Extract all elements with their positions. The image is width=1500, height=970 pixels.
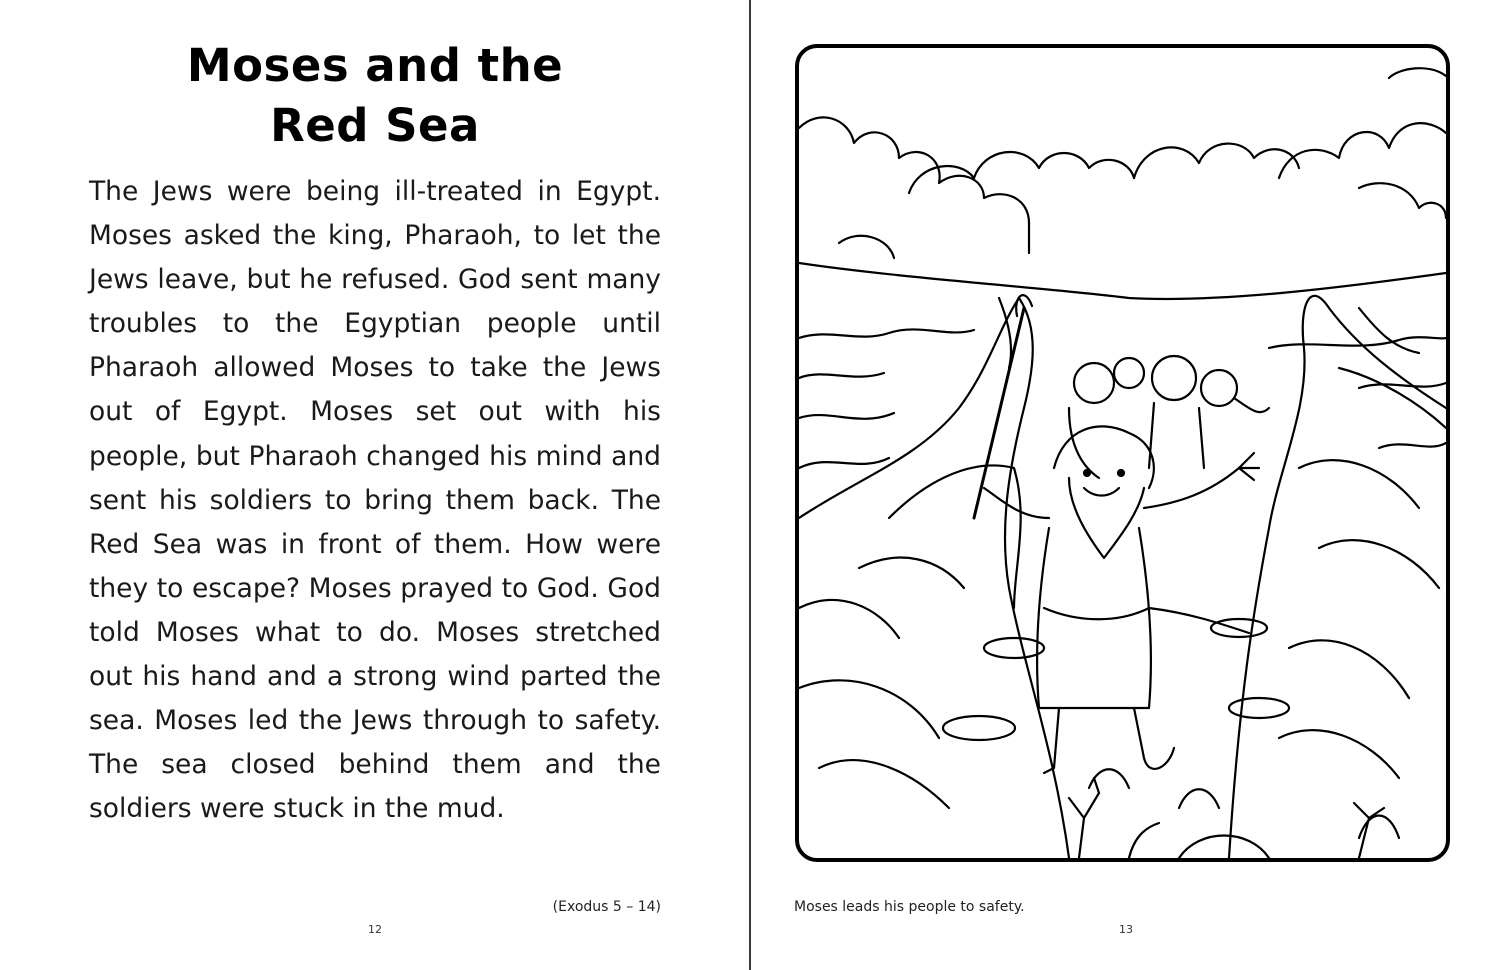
page-number-left: 12 bbox=[368, 923, 382, 936]
title-line-2: Red Sea bbox=[270, 99, 480, 152]
right-page bbox=[751, 0, 1500, 970]
coral-drawing bbox=[1069, 778, 1384, 858]
title-line-1: Moses and the bbox=[186, 39, 564, 92]
coloring-illustration bbox=[799, 48, 1446, 858]
story-text: The Jews were being ill-treated in Egypt. Moses asked the king, Pharaoh, to let the Jews leave, but he refused. God sent many troubles to the Egyptian people until Pharaoh allowed Moses to take the Jews out of Egypt. Moses set out with his people, but Pharaoh changed his mind and sent his soldiers to bring them back. The Red Sea was in front of them. How were they to escape? Moses prayed to God. God told Moses what to do. Moses stretched out his hand and a strong wind parted the sea. Moses led the Jews through to safety. The sea closed behind them and the soldiers were stuck in the mud. bbox=[89, 176, 661, 825]
right-wave-wall bbox=[1229, 296, 1446, 858]
page-number-right: 13 bbox=[1119, 923, 1133, 936]
horizon-line bbox=[799, 263, 1446, 299]
people-group-drawing bbox=[1069, 356, 1269, 478]
sea-bed-drawing bbox=[943, 619, 1399, 838]
illustration-caption: Moses leads his people to safety. bbox=[794, 899, 1025, 915]
clouds-drawing bbox=[799, 68, 1446, 258]
left-wave-wall bbox=[799, 298, 1069, 858]
coloring-illustration-frame bbox=[795, 44, 1450, 862]
sea-waves-drawing bbox=[799, 329, 1446, 468]
scripture-reference: (Exodus 5 – 14) bbox=[552, 899, 661, 915]
page-title bbox=[90, 36, 660, 156]
